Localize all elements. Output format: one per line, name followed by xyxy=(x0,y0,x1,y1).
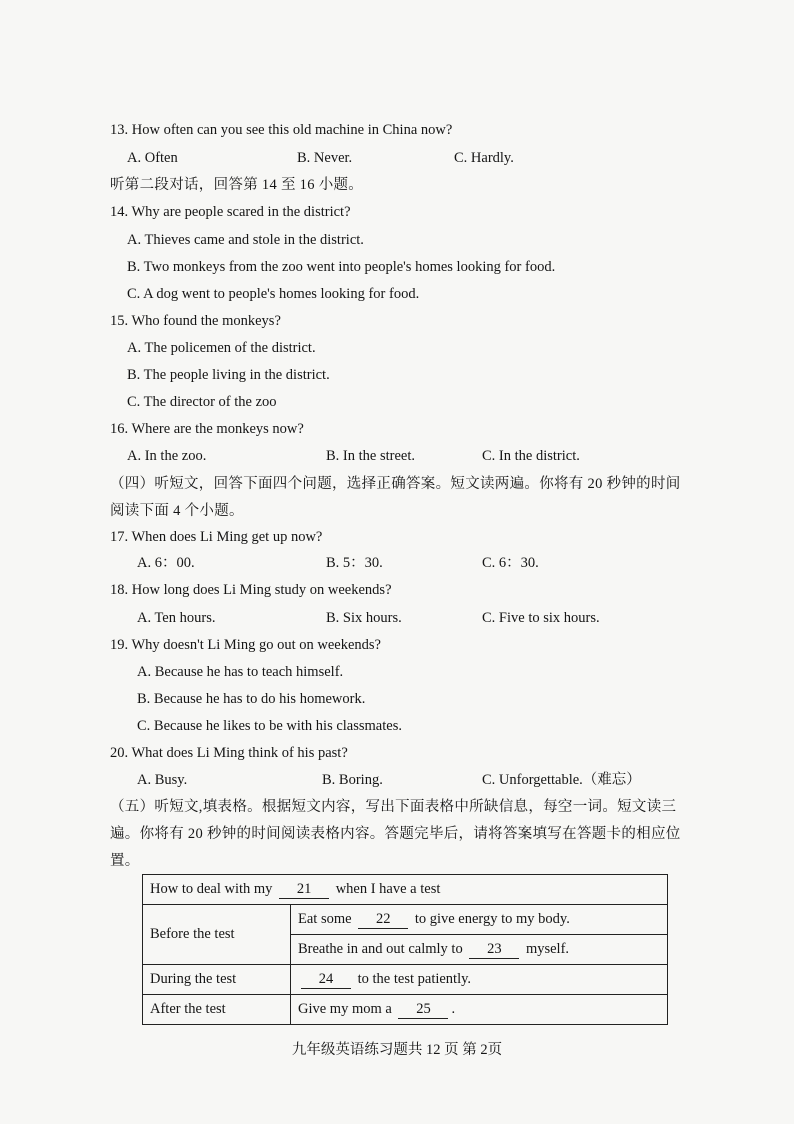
blank-25: 25 xyxy=(398,1001,448,1019)
table-row xyxy=(143,875,668,905)
q18-stem: 18. How long does Li Ming study on weekends? xyxy=(110,582,392,598)
q17-stem: 17. When does Li Ming get up now? xyxy=(110,529,323,545)
q13-stem: 13. How often can you see this old machine in China now? xyxy=(110,122,453,138)
q16-option-a: A. In the zoo. xyxy=(127,448,207,464)
q18-option-a: A. Ten hours. xyxy=(137,610,216,626)
q17-option-b: B. 5：30. xyxy=(326,555,383,571)
q16-option-b: B. In the street. xyxy=(326,448,415,464)
q20-stem: 20. What does Li Ming think of his past? xyxy=(110,745,348,761)
row5-pre: Give my mom a xyxy=(298,1000,392,1017)
dialog2-instruction: 听第二段对话，回答第 14 至 16 小题。 xyxy=(110,177,364,193)
page-footer: 九年级英语练习题共 12 页 第 2页 xyxy=(291,1042,503,1058)
row2-post: to give energy to my body. xyxy=(414,910,570,927)
section5-instruction-line3: 置。 xyxy=(110,853,140,869)
section4-instruction-line2: 阅读下面 4 个小题。 xyxy=(110,503,244,519)
q19-stem: 19. Why doesn't Li Ming go out on weekends? xyxy=(110,637,381,653)
q18-option-b: B. Six hours. xyxy=(326,610,402,626)
blank-22: 22 xyxy=(358,911,408,929)
q17-option-c: C. 6：30. xyxy=(482,555,539,571)
q15-option-c: C. The director of the zoo xyxy=(127,394,277,410)
table-cell xyxy=(291,935,668,965)
blank-21: 21 xyxy=(279,881,329,899)
q16-stem: 16. Where are the monkeys now? xyxy=(110,421,304,437)
q14-option-a: A. Thieves came and stole in the district. xyxy=(127,232,364,248)
q13-option-c: C. Hardly. xyxy=(454,150,514,166)
table-cell xyxy=(291,905,668,935)
q13-option-b: B. Never. xyxy=(297,150,353,166)
table-cell xyxy=(291,965,668,995)
row3-pre: Breathe in and out calmly to xyxy=(298,940,463,957)
section5-instruction-line1: （五）听短文,填表格。根据短文内容，写出下面表格中所缺信息，每空一词。短文读三 xyxy=(110,799,677,815)
q14-stem: 14. Why are people scared in the district? xyxy=(110,204,351,220)
q18-option-c: C. Five to six hours. xyxy=(482,610,600,626)
q15-option-b: B. The people living in the district. xyxy=(127,367,330,383)
q15-stem: 15. Who found the monkeys? xyxy=(110,313,281,329)
q17-option-a: A. 6：00. xyxy=(137,555,195,571)
row4-post: to the test patiently. xyxy=(357,970,472,987)
q16-option-c: C. In the district. xyxy=(482,448,580,464)
table-row xyxy=(143,965,668,995)
row1-post: when I have a test xyxy=(335,880,441,897)
q13-option-a: A. Often xyxy=(127,150,178,166)
q20-option-a: A. Busy. xyxy=(137,772,188,788)
q19-option-a: A. Because he has to teach himself. xyxy=(137,664,344,680)
section5-instruction-line2: 遍。你将有 20 秒钟的时间阅读表格内容。答题完毕后，请将答案填写在答题卡的相应位 xyxy=(110,826,681,842)
section4-instruction-line1: （四）听短文，回答下面四个问题，选择正确答案。短文读两遍。你将有 20 秒钟的时间 xyxy=(110,476,681,492)
row5-post: . xyxy=(451,1000,456,1017)
before-test-label: Before the test xyxy=(143,905,291,965)
q20-option-b: B. Boring. xyxy=(322,772,383,788)
during-test-label: During the test xyxy=(143,965,291,995)
q20-option-c: C. Unforgettable.（难忘） xyxy=(482,772,641,788)
row3-post: myself. xyxy=(525,940,570,957)
after-test-label: After the test xyxy=(143,995,291,1025)
q15-option-a: A. The policemen of the district. xyxy=(127,340,316,356)
blank-24: 24 xyxy=(301,971,351,989)
q14-option-b: B. Two monkeys from the zoo went into people's homes looking for food. xyxy=(127,259,556,275)
row2-pre: Eat some xyxy=(298,910,352,927)
row1-pre: How to deal with my xyxy=(150,880,273,897)
table-cell xyxy=(291,995,668,1025)
q19-option-c: C. Because he likes to be with his classmates. xyxy=(137,718,402,734)
fill-in-table xyxy=(142,874,668,1025)
blank-23: 23 xyxy=(469,941,519,959)
table-row xyxy=(143,905,668,935)
table-title-cell xyxy=(143,875,668,905)
table-row xyxy=(143,995,668,1025)
q14-option-c: C. A dog went to people's homes looking for food. xyxy=(127,286,420,302)
q19-option-b: B. Because he has to do his homework. xyxy=(137,691,366,707)
